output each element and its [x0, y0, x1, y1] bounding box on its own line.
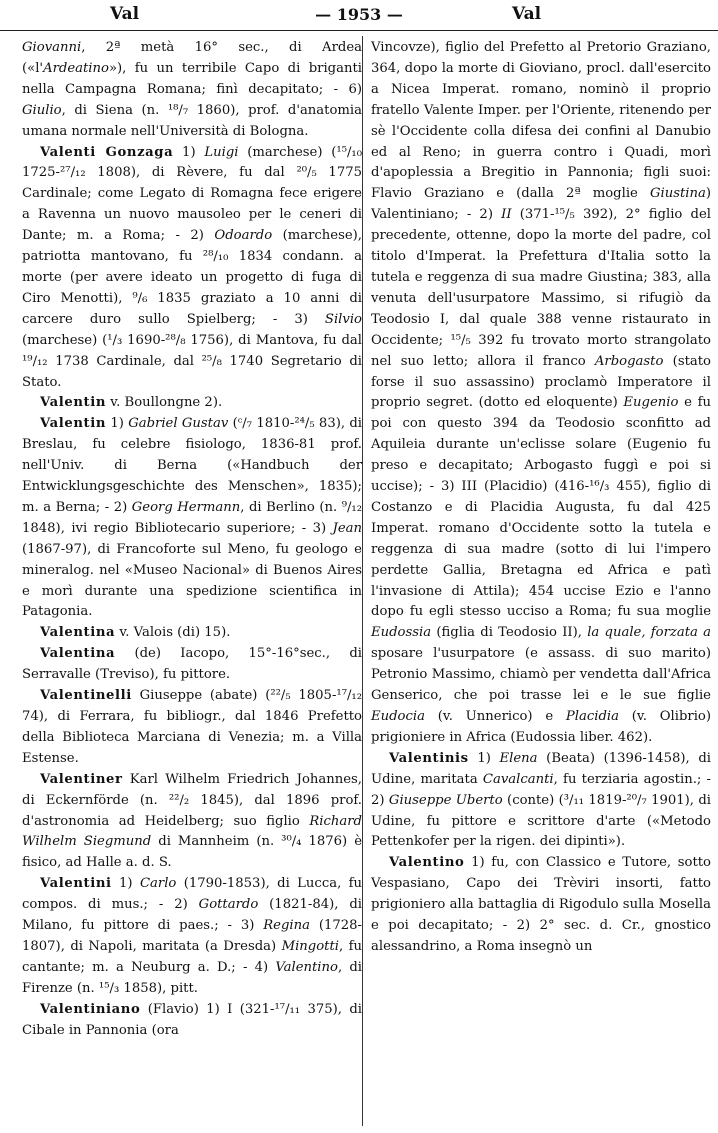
dictionary-entry — [22, 770, 362, 875]
entry-text: di Mannheim (n. ³⁰/₄ 1876) è fisico, ad Halle a. d. S. — [22, 834, 363, 871]
entry-text: 1) — [173, 144, 205, 160]
entry-text: (371-¹⁵/₅ 392), 2° figlio del precedente, ottenne, dopo la morte del padre, col titolo d'Imperat. la Prefettura d'Italia sotto la tutela e reggenza di sua madre Giustina; 383, alla venuta dell'usurpatore Massimo, si rifugiò da Teodosio I, dal quale 388 venne ristaurato in Occidente; ¹⁵/₅ 392 fu trovato morto strangolato nel suo letto; allora il franco — [371, 207, 711, 369]
entry-text: e fu poi con questo 394 da Teodosio sconfitto ad Aquileia durante un'eclisse solare (Eugenio fu preso e decapitato; Arbogasto fuggì e poi si uccise); - 3) III (Placidio) (416-¹⁶/₃ 455), figlio di Costanzo e di Placidia Augusta, fu dal 425 Imperat. romano d'Occidente sotto la tutela e reggenza di sua madre (sotto di lui l'impero perdette Gallia, Bretagna ed Africa e patì l'invasione di Attila); 454 uccise Ezio e l'anno dopo fu egli stesso ucciso a Roma; fu sua moglie — [371, 395, 711, 620]
entry-text: , di Siena (n. ¹⁸/₇ 1860), prof. d'anatomia umana normale nell'Università di Bologna. — [22, 102, 362, 139]
entry-text: , fu terziaria agostin.; - 2) — [371, 771, 711, 808]
entry-italic-text: Elena — [499, 750, 538, 766]
entry-headword: Valenti Gonzaga — [40, 144, 174, 160]
dictionary-entry — [22, 1000, 362, 1042]
dictionary-entry — [371, 38, 711, 749]
entry-text: (marchese), patriotta mantovano, fu ²⁸/₁₀ 1834 condann. a morte (per avere ideato un progetto di fuga di Ciro Menotti), ⁹/₆ 1835 graziato a 10 anni di carcere duro sullo Spielberg; - 3) — [22, 228, 362, 327]
entry-headword: Valentinis — [389, 750, 469, 766]
entry-italic-text: Cavalcanti — [482, 771, 554, 787]
entry-text: sposare l'usurpatore (e assass. di suo marito) Petronio Massimo, chiamò per vendetta dall'Africa Genserico, che poi trasse lei e le sue figlie — [371, 646, 711, 704]
right-column — [371, 38, 711, 958]
entry-text: (1790-1853), di Lucca, fu compos. di mus.; - 2) — [22, 876, 362, 913]
entry-text: (Beata) (1396-1458), di Udine, maritata — [371, 750, 711, 787]
entry-text: (1821-84), di Milano, fu pittore di paes.; - 3) — [22, 897, 362, 934]
entry-italic-text: Jean — [332, 520, 362, 536]
entry-italic-text: Luigi — [204, 144, 239, 160]
entry-italic-text: Ardeatino — [43, 60, 109, 76]
page-header — [0, 0, 718, 31]
entry-italic-text: Eugenio — [623, 395, 679, 411]
entry-text: ) Valentiniano; - 2) — [371, 186, 711, 223]
entry-text: (Flavio) 1) I (321-¹⁷/₁₁ 375), di Cibale in Pannonia (ora — [22, 1001, 362, 1038]
entry-headword: Valentino — [389, 855, 465, 871]
dictionary-entry — [371, 853, 711, 958]
entry-headword: Valentiner — [40, 771, 123, 787]
entry-italic-text: Giustina — [649, 186, 706, 202]
header-left-word: Val — [110, 4, 140, 24]
entry-text: (figlia di Teodosio II), — [431, 625, 588, 641]
entry-headword: Valentin — [40, 416, 107, 432]
entry-text: (ᶜ/₇ 1810-²⁴/₅ 83), di Breslau, fu celebre fisiologo, 1836-81 prof. nell'Univ. di Berna («Handbuch der Entwicklungsgeschichte des Menschen», 1835); m. a Berna; - 2) — [22, 416, 363, 515]
entry-text: 1) — [468, 750, 500, 766]
entry-italic-text: Carlo — [139, 876, 177, 892]
entry-text: Karl Wilhelm Friedrich Johannes, di Eckernförde (n. ²²/₂ 1845), dal 1896 prof. d'astronomia ad Heidelberg; suo figlio — [22, 771, 362, 829]
entry-text: (stato forse il suo assassino) proclamò Imperatore il proprio segret. (dotto ed eloquente) — [371, 353, 711, 411]
entry-text: , di Firenze (n. ¹⁵/₃ 1858), pitt. — [22, 959, 362, 996]
entry-italic-text: Giuseppe Uberto — [388, 792, 503, 808]
dictionary-entry — [22, 644, 362, 686]
dictionary-entry — [22, 874, 362, 999]
entry-italic-text: Giulio — [22, 102, 62, 118]
entry-text: v. Boullongne 2). — [106, 395, 223, 411]
dictionary-entry — [22, 38, 362, 143]
dictionary-entry — [22, 143, 362, 394]
entry-italic-text: Placidia — [565, 709, 619, 724]
dictionary-entry — [22, 623, 362, 644]
entry-text: (marchese) (¹⁵/₁₀ 1725-²⁷/₁₂ 1808), di Rèvere, fu dal ²⁰/₅ 1775 Cardinale; come Legato di Romagna fece erigere a Ravenna un nuovo mausoleo per le ceneri di Dante; m. a Roma; - 2) — [22, 144, 362, 244]
entry-italic-text: Eudossia — [371, 625, 432, 641]
left-column — [22, 38, 362, 1042]
entry-italic-text: Odoardo — [214, 228, 273, 244]
entry-headword: Valentini — [40, 876, 112, 892]
entry-italic-text: II — [501, 207, 512, 223]
entry-text: v. Valois (di) 15). — [115, 625, 231, 641]
entry-text: , 2ª metà 16° sec., di Ardea («l' — [22, 40, 362, 76]
entry-text: , di Berlino (n. ⁹/₁₂ 1848), ivi regio Bibliotecario superiore; - 3) — [22, 499, 362, 536]
entry-italic-text: Georg Hermann — [131, 499, 241, 515]
entry-text: (conte) (³/₁₁ 1819-²⁰/₇ 1901), di Udine, fu pittore e scrittore d'arte («Metodo Pettenkofer per la rigen. dei dipinti»). — [371, 792, 712, 850]
entry-text: (marchese) (¹/₃ 1690-²⁸/₈ 1756), di Mantova, fu dal ¹⁹/₁₂ 1738 Cardinale, dal ²⁵/₈ 1740 Segretario di Stato. — [22, 332, 362, 390]
dictionary-entry — [371, 749, 711, 854]
entry-italic-text: Silvio — [324, 311, 362, 327]
entry-italic-text: la quale, forzata a — [587, 625, 711, 641]
page-number: — 1953 — — [315, 5, 403, 24]
entry-italic-text: Richard Wilhelm Siegmund — [22, 813, 362, 850]
entry-headword: Valentiniano — [40, 1001, 141, 1017]
entry-italic-text: Eudocia — [371, 709, 425, 724]
entry-italic-text: Arbogasto — [594, 353, 664, 369]
entry-text: 1) fu, con Classico e Tutore, sotto Vespasiano, Capo dei Trèviri insorti, fatto prigioniero alla battaglia di Rigodulo sulla Mosella e poi decapitato; - 2) 2° sec. d. Cr., gnostico alessandrino, a Roma insegnò un — [371, 855, 711, 954]
entry-text: Giuseppe (abate) (²²/₅ 1805-¹⁷/₁₂ 74), di Ferrara, fu bibliogr., dal 1846 Prefetto della Biblioteca Marciana di Venezia; m. a Villa Estense. — [22, 688, 362, 766]
entry-text: (de) Iacopo, 15°-16°sec., di Serravalle (Treviso), fu pittore. — [22, 646, 362, 683]
entry-italic-text: Giovanni — [22, 40, 82, 55]
dictionary-entry — [22, 414, 362, 623]
entry-headword: Valentina — [40, 625, 116, 641]
entry-italic-text: Gabriel Gustav — [128, 416, 229, 432]
entry-text: (v. Olibrio) prigioniere in Africa (Eudossia liber. 462). — [371, 709, 711, 745]
entry-text: Vincovze), figlio del Prefetto al Pretorio Graziano, 364, dopo la morte di Gioviano, procl. dall'esercito a Nicea Imperat. romano, nominò il proprio fratello Valente Imper. per l'Oriente, ritenendo per sè l'Occidente colla difesa dei confini al Danubio ed al Reno; in guerra contro i Quadi, morì d'apoplessia a Bregitio in Pannonia; figli suoi: Flavio Graziano e (dalla 2ª moglie — [371, 40, 711, 202]
entry-italic-text: Mingotti — [281, 938, 339, 954]
entry-text: (v. Unnerico) e — [424, 709, 566, 724]
entry-italic-text: Gottardo — [198, 897, 259, 913]
entry-headword: Valentina — [40, 646, 116, 662]
entry-text: (1728-1807), di Napoli, maritata (a Dresda) — [22, 918, 362, 954]
entry-headword: Valentin — [40, 395, 107, 411]
entry-text: (1867-97), di Francoforte sul Meno, fu geologo e mineralog. nel «Museo Nacional» di Buenos Aires e morì durante una spedizione scientifica in Patagonia. — [22, 541, 362, 620]
entry-italic-text: Regina — [263, 918, 310, 934]
entry-italic-text: Valentino — [275, 959, 338, 975]
entry-text: 1) — [111, 876, 140, 892]
dictionary-entry — [22, 686, 362, 770]
header-right-word: Val — [512, 4, 542, 24]
dictionary-entry — [22, 393, 362, 414]
entry-headword: Valentinelli — [40, 688, 132, 704]
column-divider — [362, 36, 363, 1126]
entry-text: 1) — [106, 416, 129, 432]
entry-text: , fu cantante; m. a Neuburg a. D.; - 4) — [22, 938, 362, 975]
entry-text: »), fu un terribile Capo di briganti nella Campagna Romana; finì decapitato; - 6) — [22, 60, 362, 97]
